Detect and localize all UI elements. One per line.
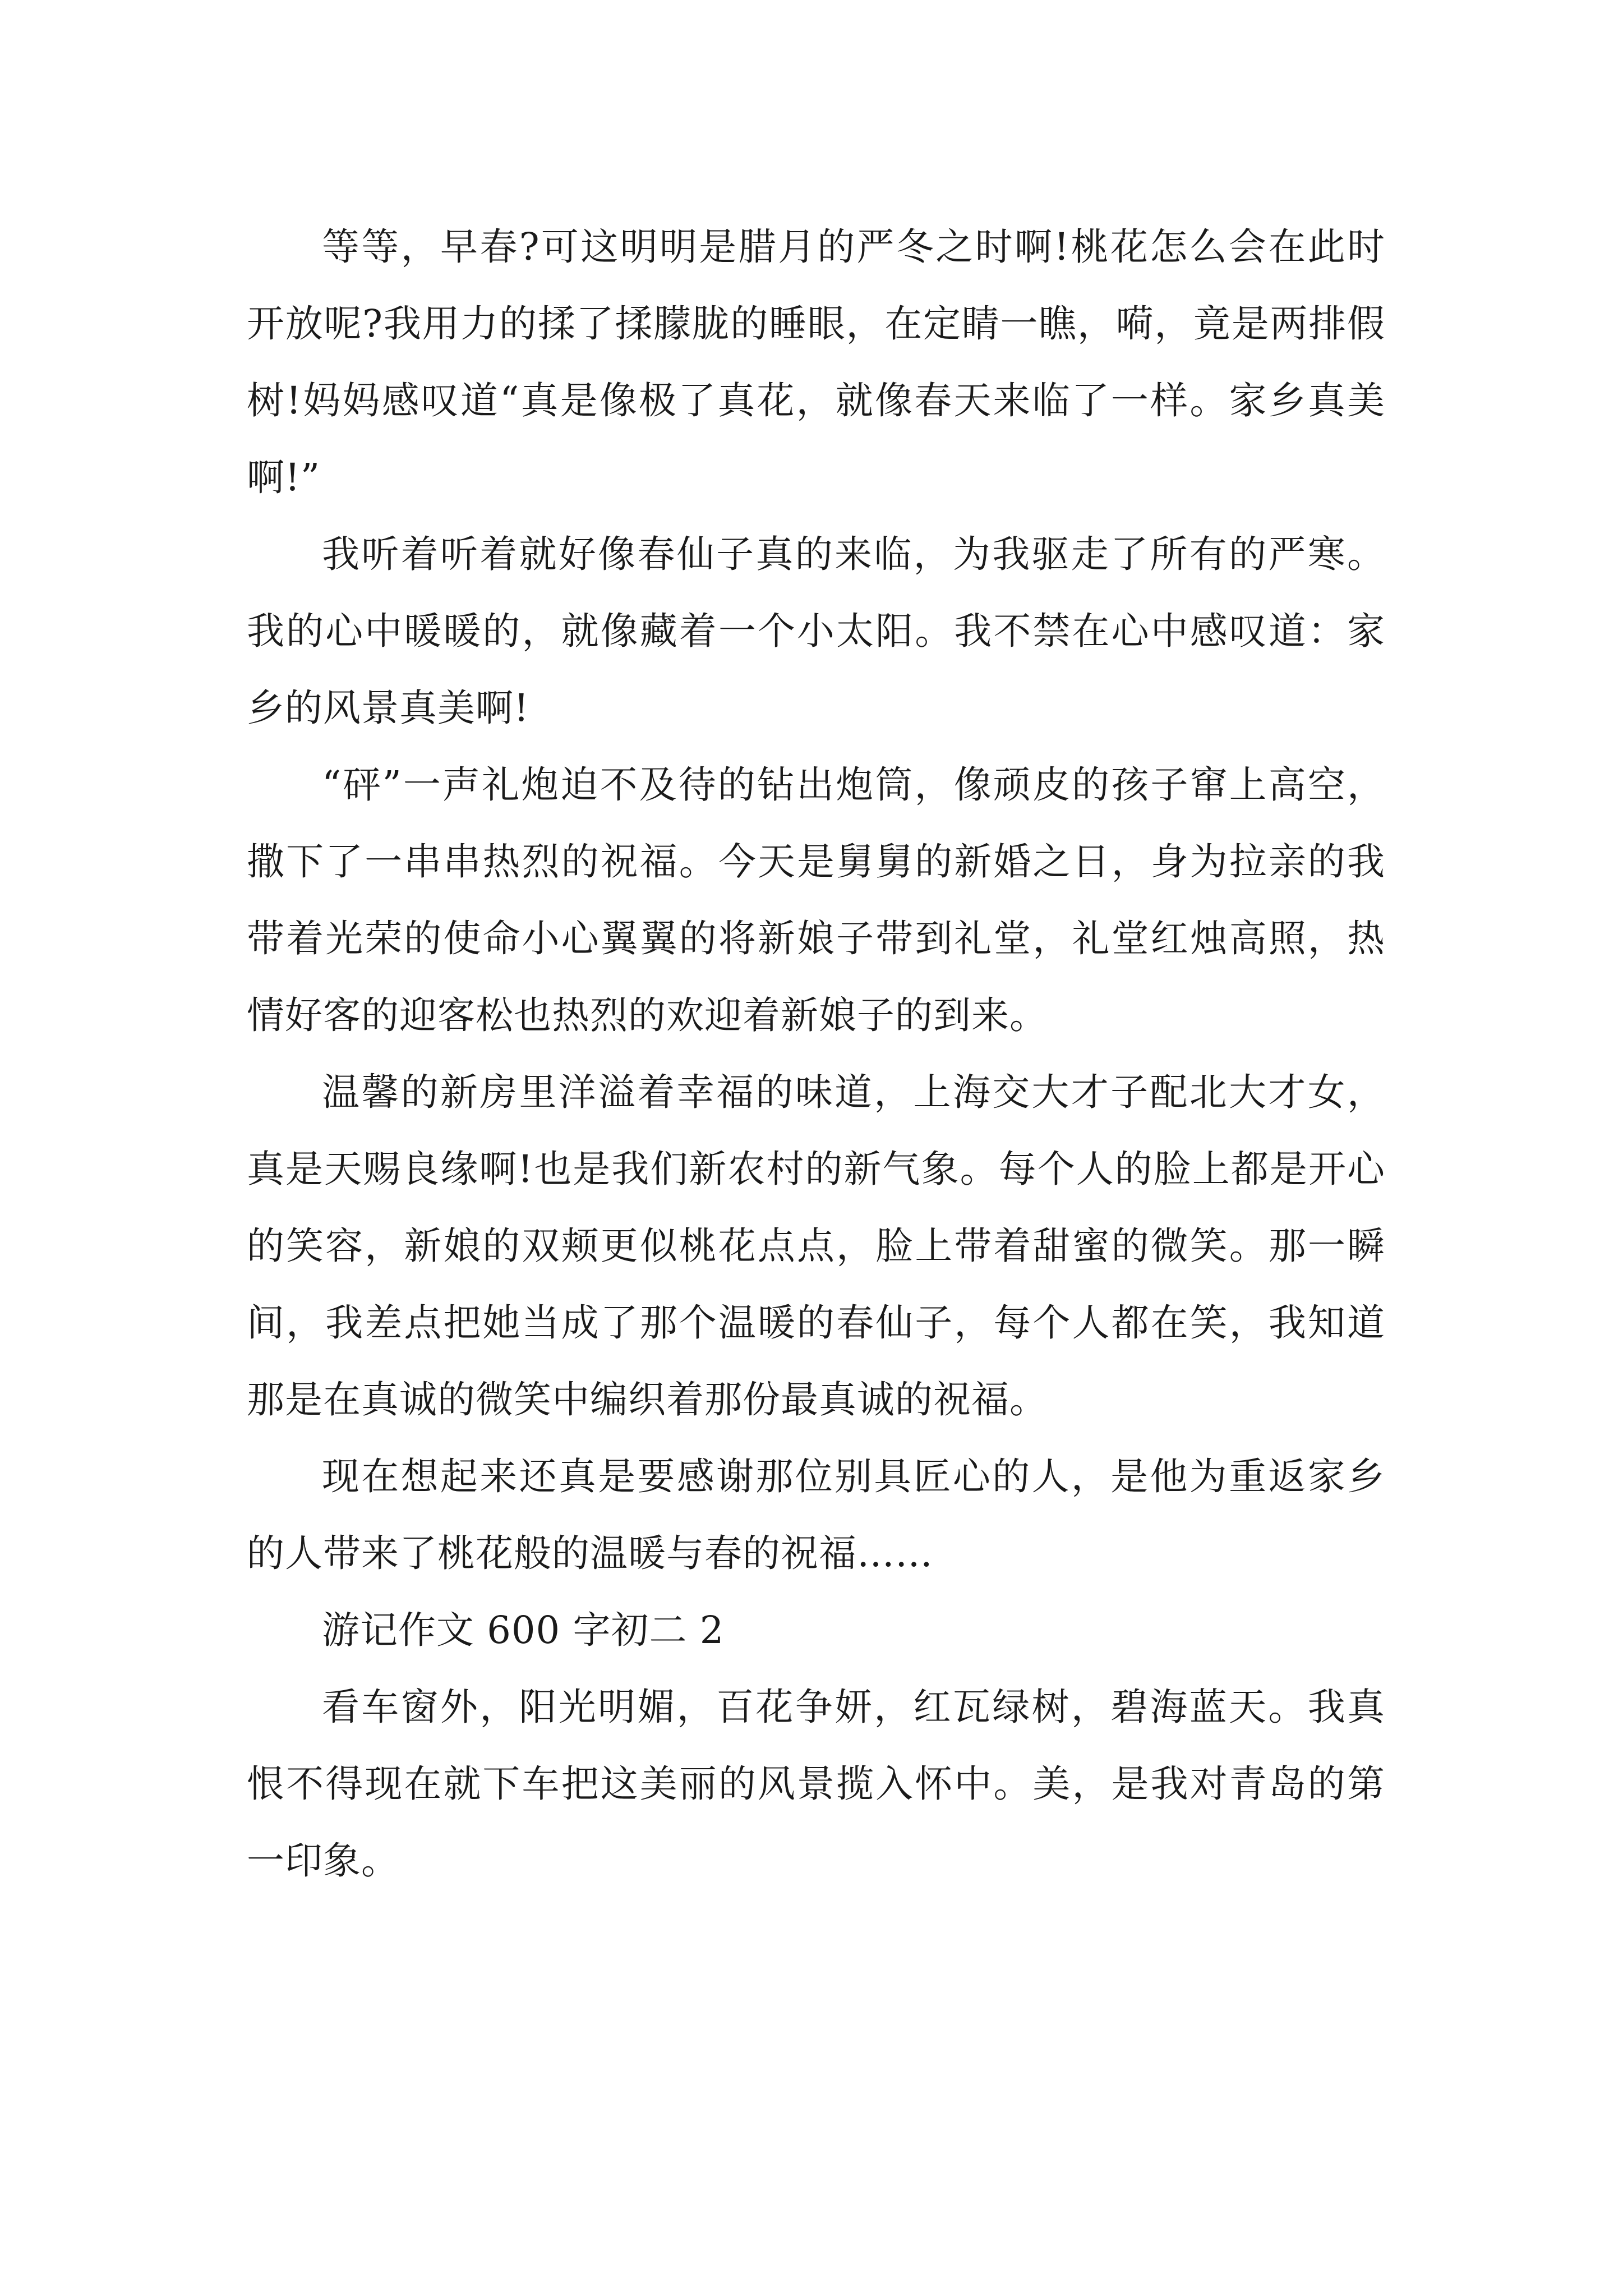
paragraph-1: 等等，早春?可这明明是腊月的严冬之时啊!桃花怎么会在此时开放呢?我用力的揉了揉朦胧的睡眼，在定睛一瞧，嗬，竟是两排假树!妈妈感叹道“真是像极了真花，就像春天来临了一样。家乡真美啊!” — [247, 225, 1385, 499]
paragraph-5: 现在想起来还真是要感谢那位别具匠心的人，是他为重返家乡的人带来了桃花般的温暖与春的祝福…… — [247, 1455, 1385, 1575]
paragraph-4: 温馨的新房里洋溢着幸福的味道，上海交大才子配北大才女，真是天赐良缘啊!也是我们新农村的新气象。每个人的脸上都是开心的笑容，新娘的双颊更似桃花点点，脸上带着甜蜜的微笑。那一瞬间，我差点把她当成了那个温暖的春仙子，每个人都在笑，我知道那是在真诚的微笑中编织着那份最真诚的祝福。 — [247, 1070, 1385, 1421]
section-heading: 游记作文 600 字初二 2 — [322, 1608, 725, 1652]
paragraph-3: “砰”一声礼炮迫不及待的钻出炮筒，像顽皮的孩子窜上高空，撒下了一串串热烈的祝福。今天是舅舅的新婚之日，身为拉亲的我带着光荣的使命小心翼翼的将新娘子带到礼堂，礼堂红烛高照，热情好客的迎客松也热烈的欢迎着新娘子的到来。 — [247, 763, 1385, 1037]
document-body — [247, 209, 1385, 1899]
paragraph-6: 看车窗外，阳光明媚，百花争妍，红瓦绿树，碧海蓝天。我真恨不得现在就下车把这美丽的风景揽入怀中。美，是我对青岛的第一印象。 — [247, 1685, 1385, 1883]
paragraph-2: 我听着听着就好像春仙子真的来临，为我驱走了所有的严寒。我的心中暖暖的，就像藏着一个小太阳。我不禁在心中感叹道：家乡的风景真美啊! — [247, 532, 1385, 730]
